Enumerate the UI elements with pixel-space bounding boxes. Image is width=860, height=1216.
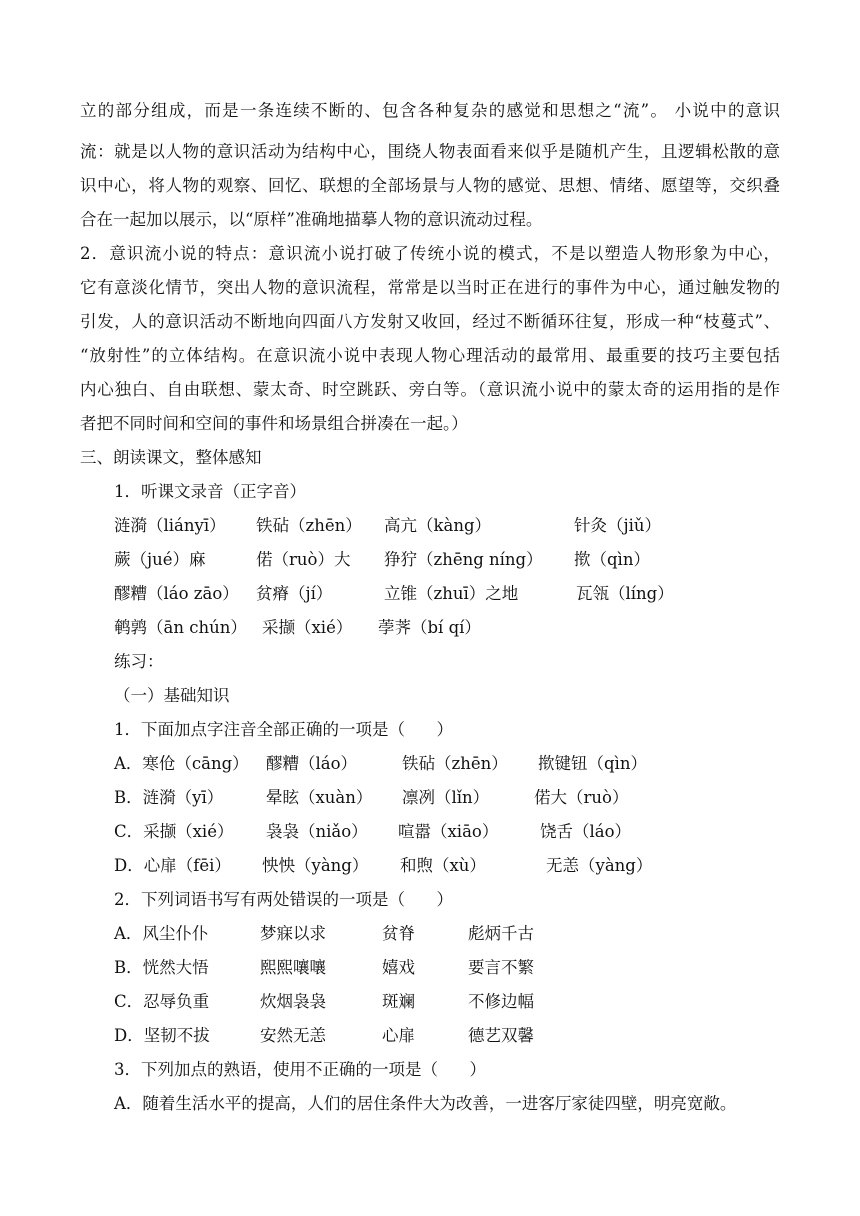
option-cell: 贫脊 <box>382 924 415 943</box>
option-text: A．随着生活水平的提高，人们的居住条件大为改善，一进客厅家徒四壁，明亮宽敞。 <box>114 1094 737 1113</box>
option-cell: A．风尘仆仆 <box>114 924 209 943</box>
option-cell: 炊烟袅袅 <box>260 992 326 1011</box>
option-cell: 心扉 <box>382 1026 415 1045</box>
option-cell: C．采撷（xié） <box>114 822 234 841</box>
pinyin-cell: 瓦瓴（líng） <box>576 584 674 603</box>
pinyin-cell: 醪糟（láo zāo） <box>114 584 239 603</box>
features-line: 者把不同时间和空间的事件和场景组合拼凑在一起。） <box>80 414 468 433</box>
pinyin-cell: 揿（qìn） <box>574 550 650 569</box>
features-line: 内心独白、自由联想、蒙太奇、时空跳跃、旁白等。（意识流小说中的蒙太奇的运用指的是作 <box>80 380 780 399</box>
option-cell: 不修边幅 <box>468 992 534 1011</box>
option-cell: 要言不繁 <box>468 958 534 977</box>
option-cell: 袅袅（niǎo） <box>266 822 368 841</box>
question-stem: 2．下列词语书写有两处错误的一项是（ ） <box>114 890 453 909</box>
option-cell: 铁砧（zhēn） <box>402 754 508 773</box>
pinyin-cell: 高亢（kàng） <box>384 516 492 535</box>
option-cell: 安然无恙 <box>260 1026 326 1045</box>
practice-label: 练习： <box>114 652 164 671</box>
item-title: 1．听课文录音（正字音） <box>114 482 306 501</box>
intro-line: 合在一起加以展示，以“原样”准确地描摹人物的意识流动过程。 <box>80 210 543 229</box>
option-cell: B．恍然大悟 <box>114 958 209 977</box>
intro-line: 识中心，将人物的观察、回忆、联想的全部场景与人物的感觉、思想、情绪、愿望等，交织叠 <box>80 176 780 195</box>
section-heading: 三、朗读课文，整体感知 <box>80 448 262 467</box>
intro-line: 流：就是以人物的意识活动为结构中心，围绕人物表面看来似乎是随机产生，且逻辑松散的意 <box>80 142 780 161</box>
option-cell: 和煦（xù） <box>400 856 486 875</box>
option-cell: B．涟漪（yī） <box>114 788 224 807</box>
features-line: 2．意识流小说的特点：意识流小说打破了传统小说的模式，不是以塑造人物形象为中心， <box>80 244 780 263</box>
pinyin-cell: 狰狞（zhēng níng） <box>384 550 543 569</box>
pinyin-cell: 贫瘠（jí） <box>256 584 333 603</box>
option-cell: 嬉戏 <box>382 958 415 977</box>
option-cell: 怏怏（yàng） <box>262 856 369 875</box>
option-cell: 饶舌（láo） <box>540 822 632 841</box>
features-line: 引发，人的意识活动不断地向四面八方发射又收回，经过不断循环往复，形成一种“枝蔓式”、 <box>80 312 780 331</box>
option-cell: 凛冽（lǐn） <box>402 788 490 807</box>
option-cell: A．寒伧（cāng） <box>114 754 249 773</box>
pinyin-cell: 铁砧（zhēn） <box>256 516 362 535</box>
basic-knowledge-label: （一）基础知识 <box>114 686 230 705</box>
intro-line: 立的部分组成，而是一条连续不断的、包含各种复杂的感觉和思想之“流”。 小说中的意识 <box>80 101 780 120</box>
option-cell: D．心扉（fēi） <box>114 856 231 875</box>
pinyin-cell: 蕨（jué）麻 <box>114 550 206 569</box>
pinyin-cell: 立锥（zhuī）之地 <box>384 584 519 603</box>
option-cell: 喧嚣（xiāo） <box>398 822 499 841</box>
option-cell: 德艺双馨 <box>468 1026 534 1045</box>
option-cell: 晕眩（xuàn） <box>266 788 373 807</box>
option-cell: 彪炳千古 <box>468 924 534 943</box>
question-stem: 1．下面加点字注音全部正确的一项是（ ） <box>114 720 453 739</box>
option-cell: 斑斓 <box>382 992 415 1011</box>
question-stem: 3．下列加点的熟语，使用不正确的一项是（ ） <box>114 1060 486 1079</box>
option-cell: 醪糟（láo） <box>266 754 358 773</box>
pinyin-cell: 采撷（xié） <box>262 618 353 637</box>
option-cell: 梦寐以求 <box>260 924 326 943</box>
features-line: “放射性”的立体结构。在意识流小说中表现人物心理活动的最常用、最重要的技巧主要包括 <box>80 346 780 365</box>
option-cell: D．坚韧不拔 <box>114 1026 210 1045</box>
pinyin-cell: 偌（ruò）大 <box>256 550 351 569</box>
pinyin-cell: 鹌鹑（ān chún） <box>114 618 247 637</box>
option-cell: 偌大（ruò） <box>534 788 629 807</box>
pinyin-cell: 荸荠（bí qí） <box>378 618 481 637</box>
option-cell: 无恙（yàng） <box>546 856 653 875</box>
option-cell: C．忍辱负重 <box>114 992 210 1011</box>
pinyin-cell: 针灸（jiǔ） <box>574 516 662 535</box>
option-cell: 熙熙嚷嚷 <box>260 958 326 977</box>
features-line: 它有意淡化情节，突出人物的意识流程，常常是以当时正在进行的事件为中心，通过触发物的 <box>80 278 780 297</box>
option-cell: 揿键钮（qìn） <box>538 754 647 773</box>
pinyin-cell: 涟漪（liányī） <box>114 516 226 535</box>
